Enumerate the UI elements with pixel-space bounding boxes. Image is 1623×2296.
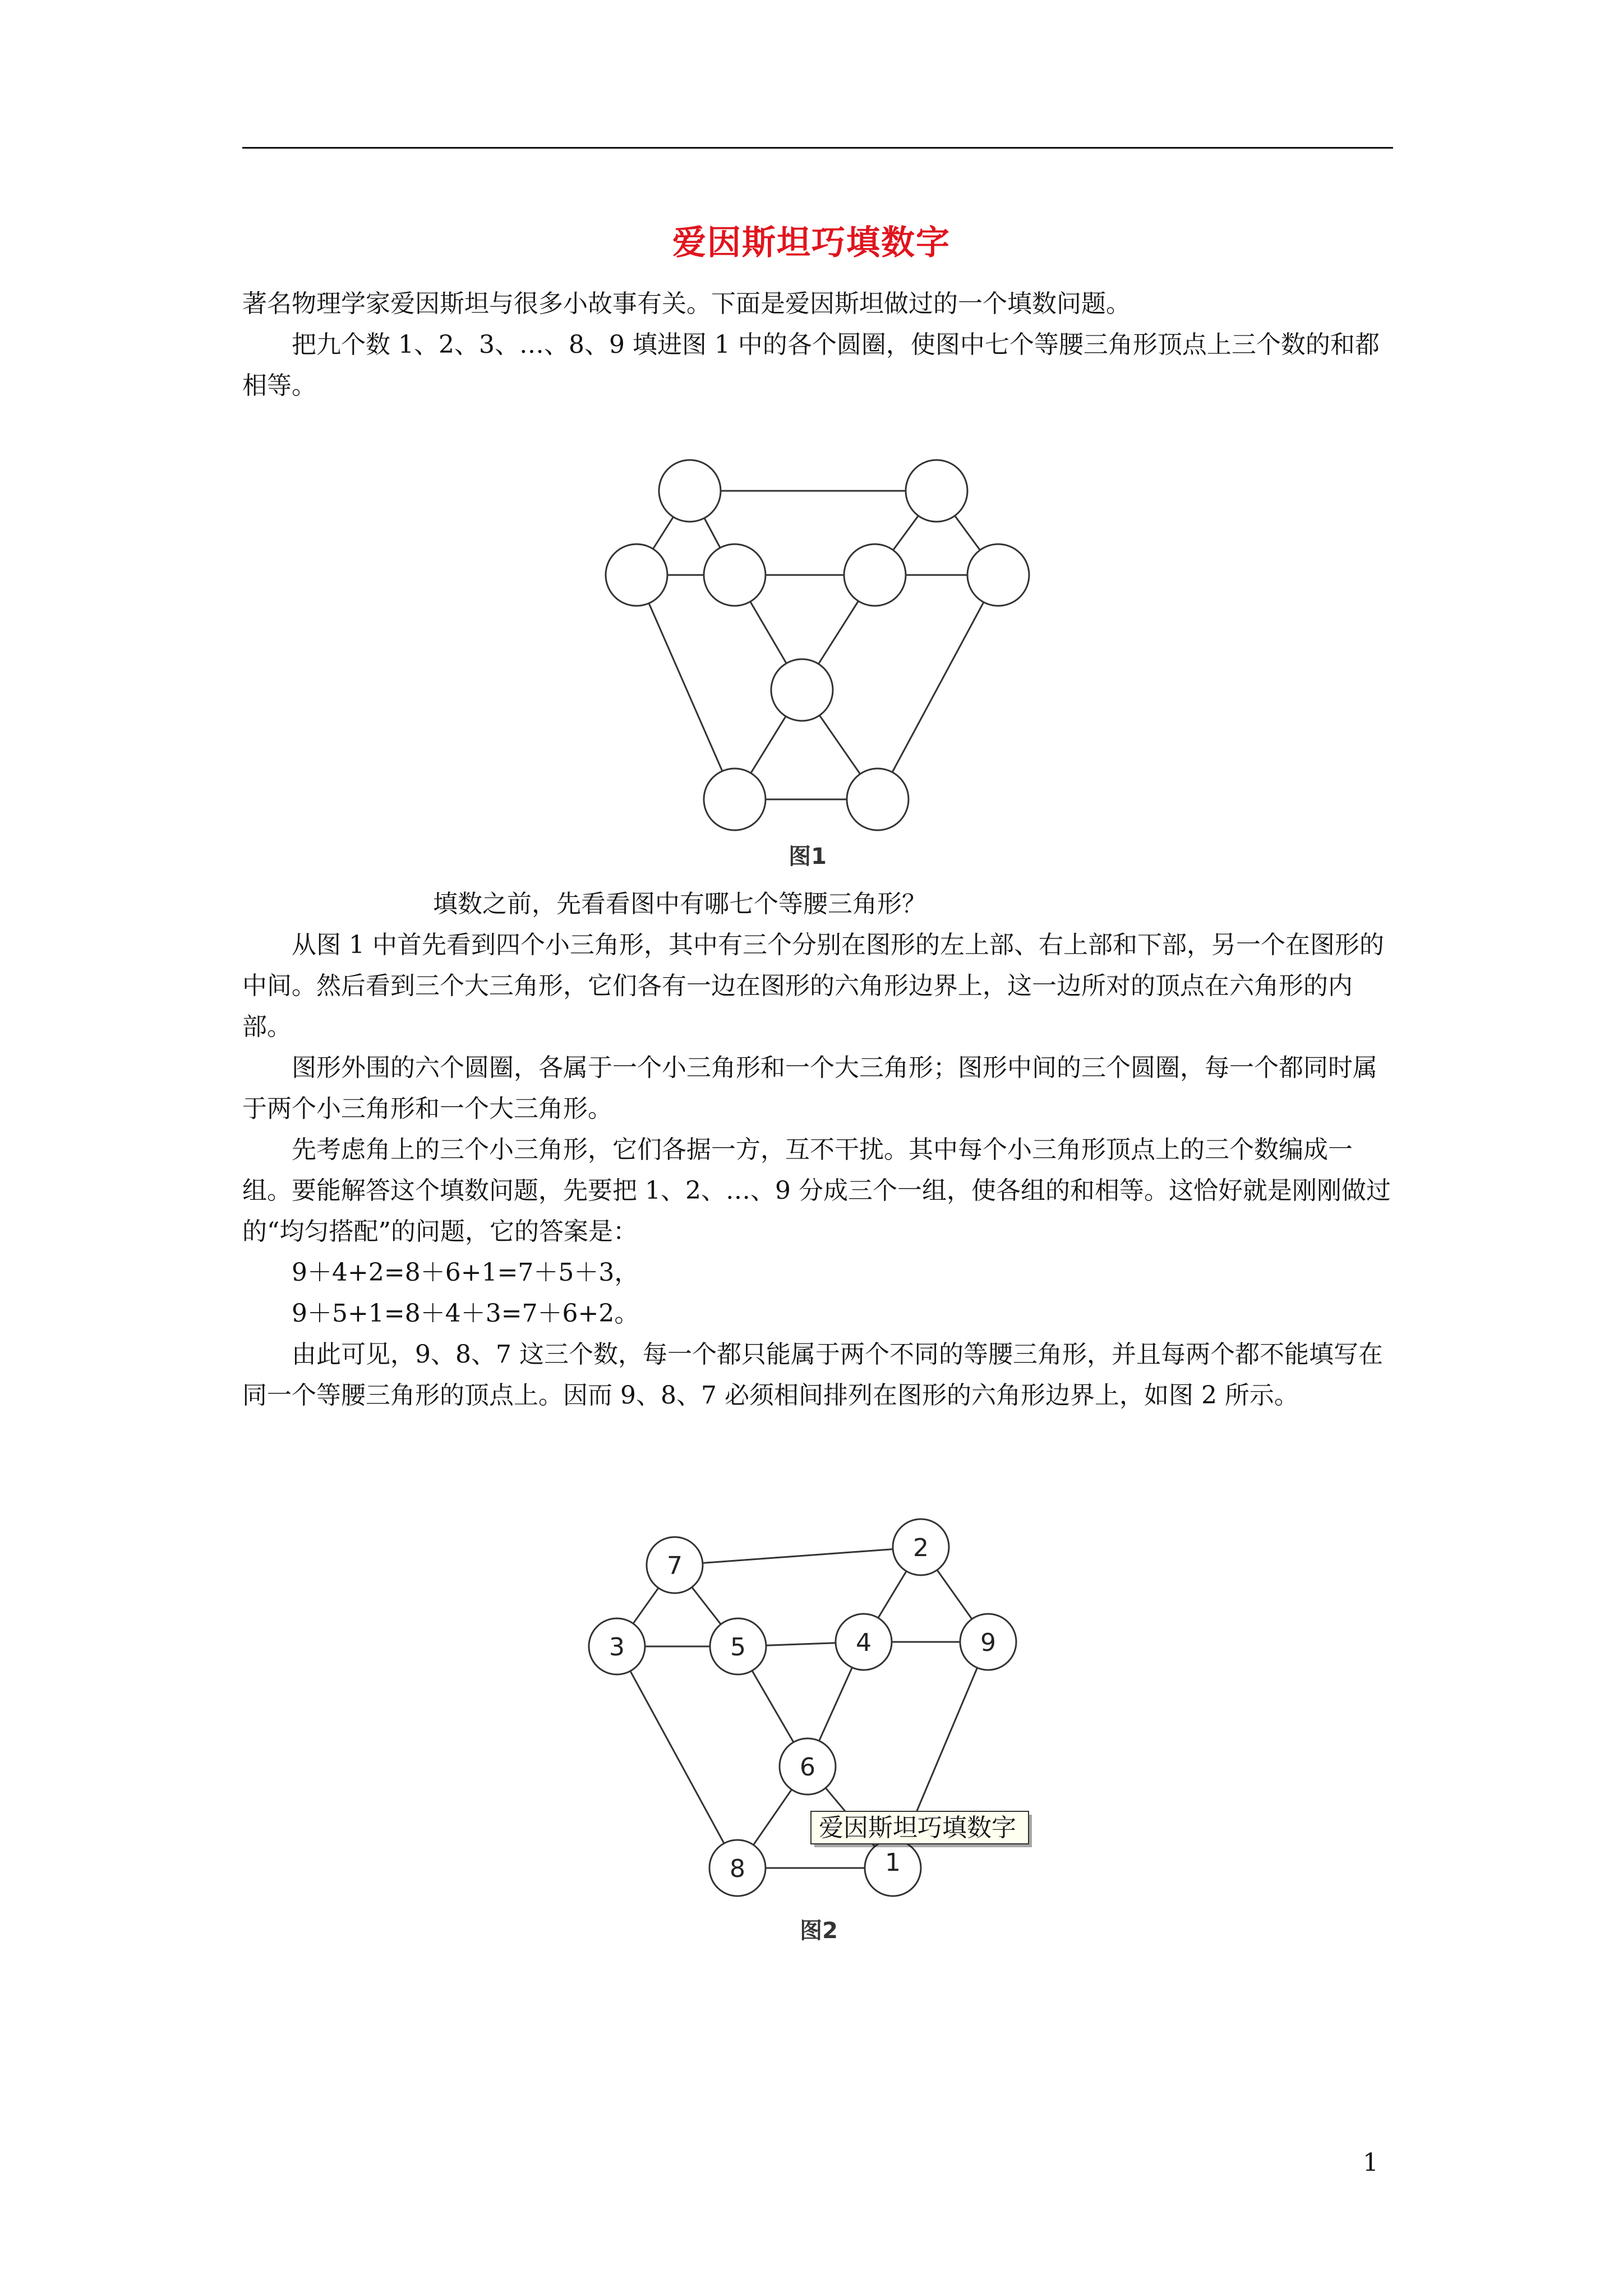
figure-2-caption: 图2 bbox=[800, 1918, 838, 1944]
paragraph-conclusion: 由此可见，9、8、7 这三个数，每一个都只能属于两个不同的等腰三角形，并且每两个都不能填写在同一个等腰三角形的顶点上。因而 9、8、7 必须相间排列在图形的六角形边界上，如图 2 所示。 bbox=[242, 1340, 1383, 1410]
fig1-circle bbox=[704, 544, 766, 606]
figure-1 bbox=[600, 438, 1038, 875]
number-label: 2 bbox=[913, 1534, 929, 1562]
figure-2 bbox=[566, 1495, 1049, 1955]
paragraph-problem: 把九个数 1、2、3、…、8、9 填进图 1 中的各个圆圈，使图中七个等腰三角形顶点上三个数的和都相等。 bbox=[242, 330, 1380, 400]
header-rule bbox=[242, 147, 1393, 149]
figure-1-caption: 图1 bbox=[789, 844, 827, 869]
number-label: 8 bbox=[730, 1855, 745, 1883]
number-label: 5 bbox=[730, 1633, 746, 1662]
page-number: 1 bbox=[1363, 2148, 1378, 2177]
fig1-circle bbox=[844, 544, 906, 606]
fig1-circle bbox=[771, 659, 833, 721]
number-label: 3 bbox=[609, 1633, 625, 1662]
paragraph-analysis-3: 先考虑角上的三个小三角形，它们各据一方，互不干扰。其中每个小三角形顶点上的三个数编成一组。要能解答这个填数问题，先要把 1、2、…、9 分成三个一组，使各组的和相等。这恰好就是刚刚做过的“均匀搭配”的问题，它的答案是： bbox=[242, 1135, 1391, 1246]
fig1-circle bbox=[906, 460, 967, 522]
paragraph-analysis-2: 图形外围的六个圆圈，各属于一个小三角形和一个大三角形；图形中间的三个圆圈，每一个都同时属于两个小三角形和一个大三角形。 bbox=[242, 1053, 1377, 1123]
figure-2-diagram bbox=[566, 1495, 1049, 1955]
tooltip-text: 爱因斯坦巧填数字 bbox=[819, 1814, 1016, 1842]
number-label: 1 bbox=[885, 1848, 901, 1877]
number-label: 7 bbox=[667, 1552, 683, 1580]
paragraph-question: 填数之前，先看看图中有哪七个等腰三角形？ bbox=[433, 890, 926, 918]
number-label: 9 bbox=[980, 1628, 996, 1657]
equation-2: 9＋5+1=8＋4＋3=7＋6+2。 bbox=[292, 1299, 639, 1328]
fig1-circle bbox=[704, 769, 766, 830]
paragraph-analysis-1: 从图 1 中首先看到四个小三角形，其中有三个分别在图形的左上部、右上部和下部，另一个在图形的中间。然后看到三个大三角形，它们各有一边在图形的六角形边界上，这一边所对的顶点在六角形的内部。 bbox=[242, 931, 1384, 1041]
tooltip bbox=[811, 1811, 1032, 1847]
page-title: 爱因斯坦巧填数字 bbox=[672, 223, 951, 263]
fig1-circle bbox=[847, 769, 909, 830]
fig1-circle bbox=[606, 544, 667, 606]
figure-1-diagram bbox=[600, 438, 1038, 875]
number-label: 4 bbox=[856, 1628, 872, 1657]
fig1-circle bbox=[659, 460, 721, 522]
equation-1: 9＋4+2=8＋6+1=7＋5＋3， bbox=[292, 1258, 639, 1287]
fig1-circle bbox=[967, 544, 1029, 606]
number-label: 6 bbox=[800, 1753, 815, 1782]
paragraph-intro: 著名物理学家爱因斯坦与很多小故事有关。下面是爱因斯坦做过的一个填数问题。 bbox=[242, 289, 1131, 318]
